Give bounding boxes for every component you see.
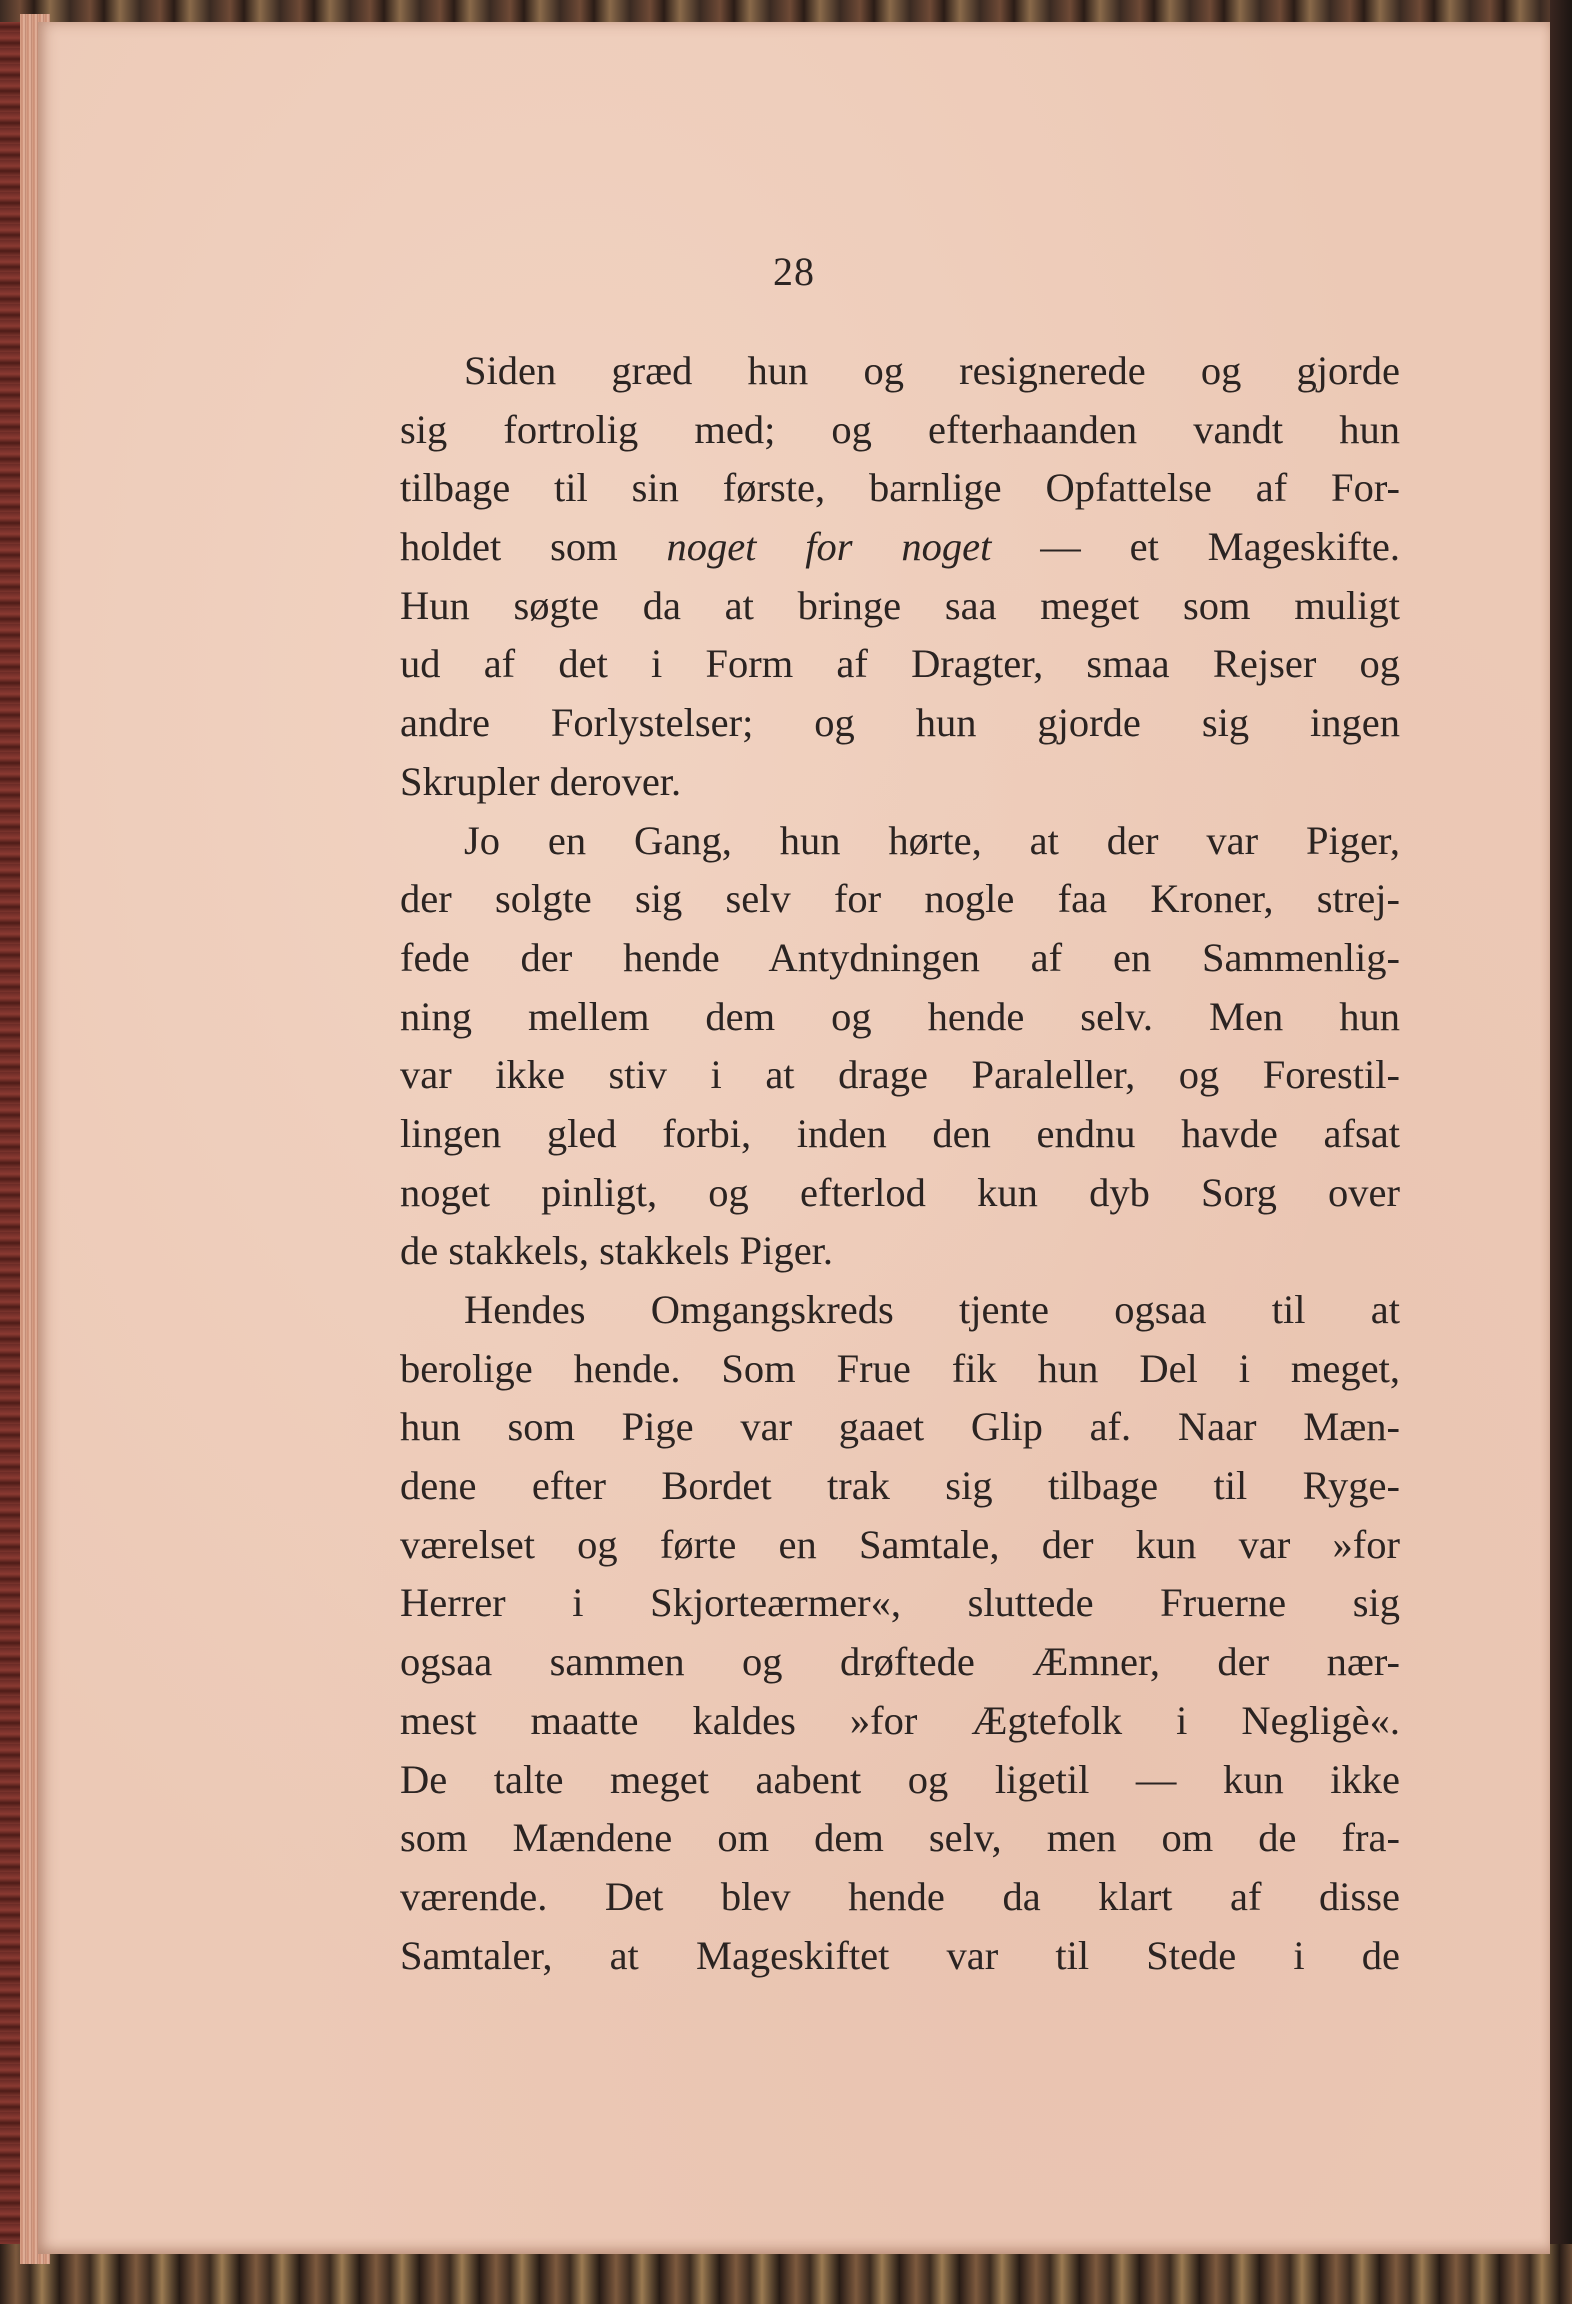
text-line: ogsaa sammen og drøftede Æmner, der nær- [400, 1639, 1400, 1685]
text-line: Herrer i Skjorteærmer«, sluttede Fruerne sig [400, 1580, 1400, 1626]
text-line: Samtaler, at Mageskiftet var til Stede i de [400, 1932, 1400, 1978]
text-line: hun som Pige var gaaet Glip af. Naar Mæn- [400, 1404, 1400, 1450]
page-number: 28 [773, 249, 815, 294]
text-line: berolige hende. Som Frue fik hun Del i meget, [400, 1345, 1400, 1391]
text-line: Hun søgte da at bringe saa meget som muligt [400, 582, 1400, 628]
text-line: de stakkels, stakkels Piger. [400, 1228, 834, 1274]
text-line: værende. Det blev hende da klart af disse [400, 1873, 1400, 1919]
italic-phrase: noget for noget [666, 524, 992, 570]
text-line: værelset og førte en Samtale, der kun var »for [400, 1521, 1400, 1567]
text-line: var ikke stiv i at drage Paraleller, og Forestil- [400, 1052, 1400, 1098]
text-line: Hendes Omgangskreds tjente ogsaa til at [464, 1287, 1400, 1332]
text-line: andre Forlystelser; og hun gjorde sig ingen [400, 700, 1400, 746]
binding-top-edge [0, 0, 1572, 22]
book-page [38, 22, 1550, 2254]
text-line: sig fortrolig med; og efterhaanden vandt hun [400, 406, 1400, 452]
text-line: De talte meget aabent og ligetil — kun ikke [400, 1756, 1400, 1802]
text-line: Skrupler derover. [400, 758, 682, 804]
text-line: Siden græd hun og resignerede og gjorde [464, 348, 1400, 393]
text-line: fede der hende Antydningen af en Sammenlig- [400, 934, 1400, 980]
body-text [400, 342, 1400, 1985]
text-line: som Mændene om dem selv, men om de fra- [400, 1815, 1400, 1861]
text-line: ning mellem dem og hende selv. Men hun [400, 993, 1400, 1039]
text-line: der solgte sig selv for nogle faa Kroner, strej- [400, 876, 1400, 922]
text-line: dene efter Bordet trak sig tilbage til Ryge- [400, 1463, 1400, 1509]
text-line: ud af det i Form af Dragter, smaa Rejser og [400, 641, 1400, 687]
text-line: mest maatte kaldes »for Ægtefolk i Negligè«. [400, 1697, 1400, 1743]
binding-right-edge [1550, 0, 1572, 2304]
text-line: Jo en Gang, hun hørte, at der var Piger, [464, 817, 1400, 863]
text-line: tilbage til sin første, barnlige Opfattelse af For- [400, 465, 1400, 511]
text-line: noget pinligt, og efterlod kun dyb Sorg over [400, 1169, 1400, 1215]
text-line: lingen gled forbi, inden den endnu havde afsat [400, 1110, 1400, 1156]
text-line-with-italic: holdet som noget for noget — et Mageskifte. [400, 524, 1400, 570]
